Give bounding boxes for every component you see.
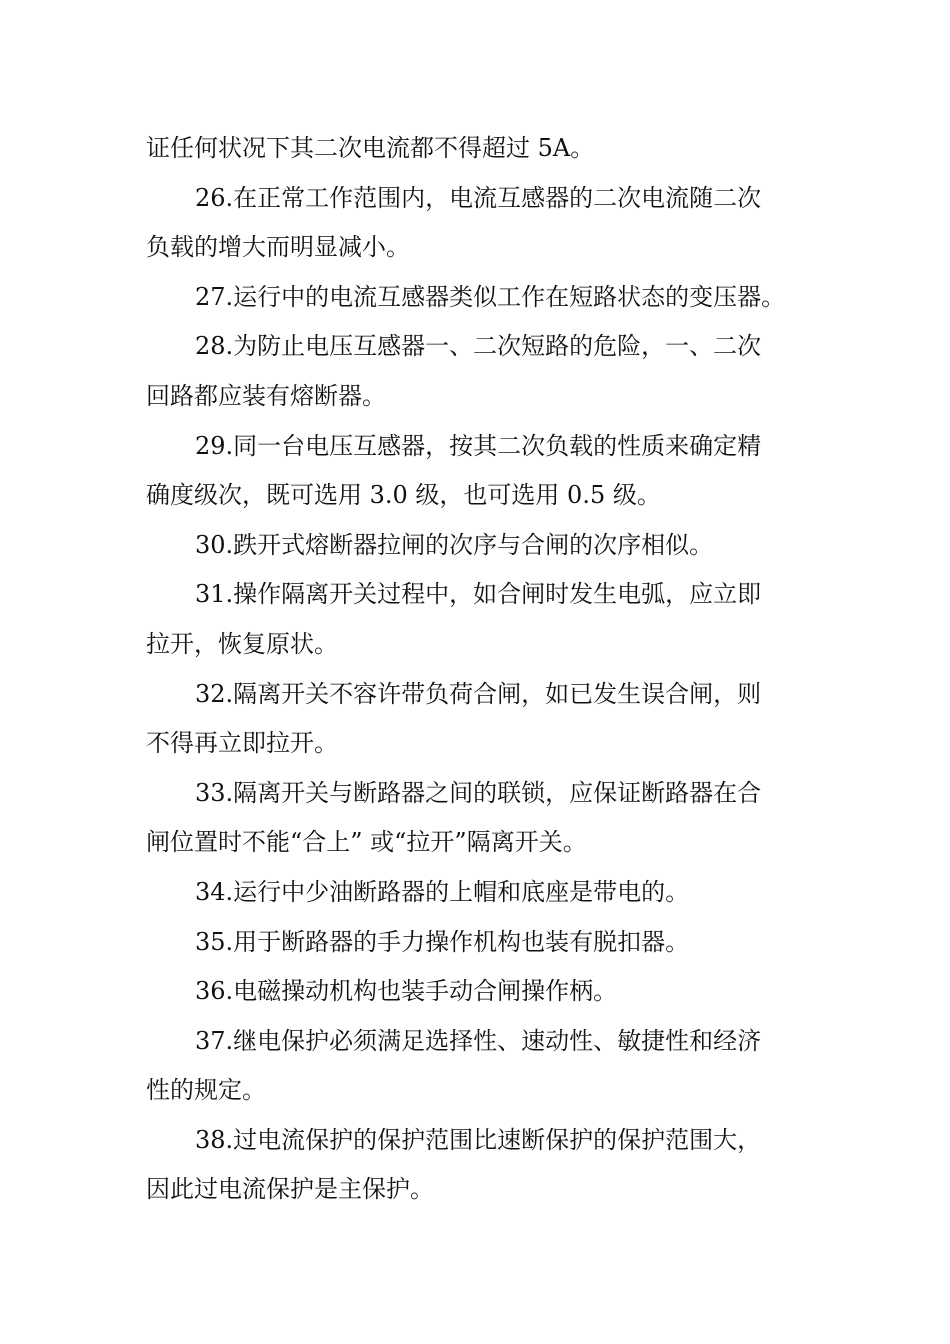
text-line: 闸位置时不能“合上” 或“拉开”隔离开关。 <box>146 828 587 857</box>
text-line: 32.隔离开关不容许带负荷合闸，如已发生误合闸，则 <box>195 679 762 708</box>
text-line: 拉开，恢复原状。 <box>146 629 338 658</box>
text-line: 性的规定。 <box>146 1076 266 1105</box>
text-line: 26.在正常工作范围内，电流互感器的二次电流随二次 <box>195 183 762 212</box>
text-line: 38.过电流保护的保护范围比速断保护的保护范围大， <box>195 1125 762 1154</box>
text-line: 证任何状况下其二次电流都不得超过 5A。 <box>146 134 595 162</box>
text-line: 因此过电流保护是主保护。 <box>146 1175 434 1204</box>
text-line: 29.同一台电压互感器，按其二次负载的性质来确定精 <box>195 431 762 460</box>
text-line: 不得再立即拉开。 <box>146 729 338 758</box>
text-line: 回路都应装有熔断器。 <box>146 381 386 410</box>
text-line: 27.运行中的电流互感器类似工作在短路状态的变压器。 <box>195 282 786 311</box>
text-line: 37.继电保护必须满足选择性、速动性、敏捷性和经济 <box>195 1026 762 1055</box>
text-line: 33.隔离开关与断路器之间的联锁，应保证断路器在合 <box>195 778 762 807</box>
text-line: 28.为防止电压互感器一、二次短路的危险，一、二次 <box>195 332 762 361</box>
text-line: 确度级次，既可选用 3.0 级，也可选用 0.5 级。 <box>146 481 661 510</box>
text-line: 31.操作隔离开关过程中，如合闸时发生电弧，应立即 <box>195 580 762 609</box>
text-line: 30.跌开式熔断器拉闸的次序与合闸的次序相似。 <box>195 530 714 559</box>
text-line: 35.用于断路器的手力操作机构也装有脱扣器。 <box>195 927 690 956</box>
document-body <box>146 124 796 1215</box>
text-line: 36.电磁操动机构也装手动合闸操作柄。 <box>195 977 618 1006</box>
text-line: 34.运行中少油断路器的上帽和底座是带电的。 <box>195 877 690 906</box>
text-line: 负载的增大而明显减小。 <box>146 233 410 262</box>
